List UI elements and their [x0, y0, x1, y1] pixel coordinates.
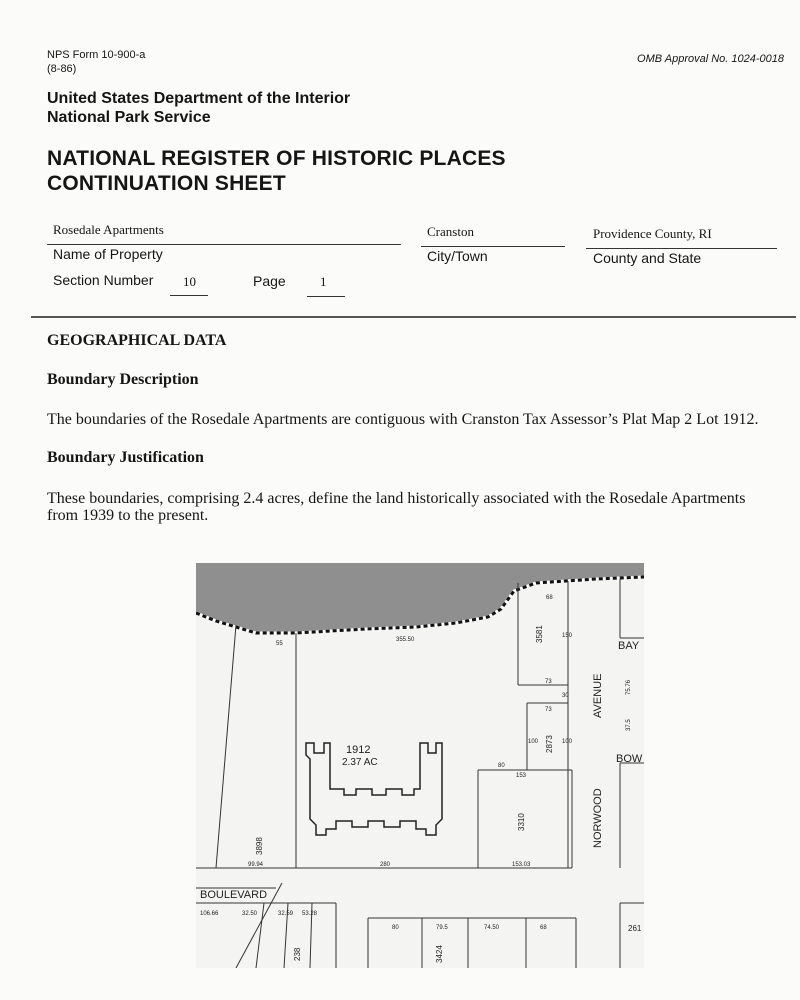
dim-153: 153	[516, 773, 527, 779]
dim-106: 106.66	[200, 911, 219, 917]
plat-map-drawing	[196, 563, 644, 968]
justification-line-2: from 1939 to the present.	[47, 507, 209, 524]
lot-1912-label: 1912	[346, 744, 371, 756]
lot-261-label: 261	[628, 924, 642, 933]
dim-30: 30	[562, 693, 569, 699]
lot-2873-label: 2873	[545, 735, 554, 753]
dim-73b: 73	[545, 707, 552, 713]
lot-3898-label: 3898	[255, 837, 264, 855]
dim-795: 79.5	[436, 925, 448, 931]
dim-3250: 32.50	[242, 911, 258, 917]
section-number-label: Section Number	[53, 272, 154, 288]
street-norwood: NORWOOD	[592, 788, 604, 848]
boundary-justification-heading: Boundary Justification	[47, 449, 204, 466]
dim-bottom: 280	[380, 862, 391, 868]
city-line	[421, 246, 565, 247]
street-bay: BAY	[618, 640, 640, 652]
dim-80: 80	[498, 763, 505, 769]
dim-top: 355.50	[396, 637, 415, 643]
property-name-label: Name of Property	[53, 246, 163, 262]
agency-block	[47, 89, 350, 127]
omb-approval: OMB Approval No. 1024-0018	[637, 53, 784, 65]
lot-3424-label: 3424	[435, 945, 444, 963]
section-heading: GEOGRAPHICAL DATA	[47, 332, 227, 349]
water-area	[196, 563, 644, 633]
dim-right-bottom: 153.03	[512, 862, 531, 868]
dim-68: 68	[546, 595, 553, 601]
document-title	[47, 146, 506, 196]
dim-75: 75.76	[626, 679, 632, 695]
street-avenue: AVENUE	[592, 673, 604, 718]
page-label: Page	[253, 273, 286, 289]
lot-3310-label: 3310	[517, 813, 526, 831]
boundary-justification-text	[47, 490, 797, 524]
city-label: City/Town	[427, 248, 488, 264]
dim-left-bottom: 99.94	[248, 862, 264, 868]
dim-100a: 100	[528, 739, 539, 745]
section-divider	[31, 316, 796, 318]
dim-5328: 53.28	[302, 911, 318, 917]
lot-238-label: 238	[293, 947, 302, 961]
dim-73a: 73	[545, 679, 552, 685]
boundary-description-text: The boundaries of the Rosedale Apartments are contiguous with Cranston Tax Assessor’s Plat Map 2 Lot 1912.	[47, 411, 759, 428]
dim-55: 55	[276, 641, 283, 647]
continuation-title: CONTINUATION SHEET	[47, 172, 286, 195]
county-label: County and State	[593, 250, 702, 266]
form-identifier	[47, 48, 145, 76]
justification-line-1: These boundaries, comprising 2.4 acres, define the land historically associated with the Rosedale Apartments	[47, 490, 746, 507]
boundary-description-heading: Boundary Description	[47, 371, 199, 388]
department-name: United States Department of the Interior	[47, 90, 351, 107]
street-bow: BOW	[616, 753, 643, 765]
property-name-line	[47, 244, 401, 245]
section-number-line	[170, 295, 208, 296]
form-number: NPS Form 10-900-a	[47, 49, 146, 61]
page-value: 1	[320, 274, 327, 289]
dim-7450: 74.50	[484, 925, 500, 931]
dim-150: 150	[562, 633, 573, 639]
form-date: (8-86)	[47, 63, 77, 75]
dim-bottom-68: 68	[540, 925, 547, 931]
city-value: Cranston	[427, 224, 474, 239]
street-boulevard: BOULEVARD	[200, 889, 268, 901]
lot-area-label: 2.37 AC	[342, 757, 378, 768]
dim-100b: 100	[562, 739, 573, 745]
page-line	[307, 296, 345, 297]
service-name: National Park Service	[47, 109, 211, 126]
dim-3259: 32.59	[278, 911, 294, 917]
dim-375: 37.5	[626, 719, 632, 731]
register-title: NATIONAL REGISTER OF HISTORIC PLACES	[47, 147, 506, 170]
county-line	[586, 248, 777, 249]
dim-bottom-80: 80	[392, 925, 399, 931]
section-number-value: 10	[183, 274, 196, 289]
county-value: Providence County, RI	[593, 226, 712, 241]
plat-map	[196, 563, 644, 968]
lot-3581-label: 3581	[535, 625, 544, 643]
property-name-value: Rosedale Apartments	[53, 222, 164, 237]
